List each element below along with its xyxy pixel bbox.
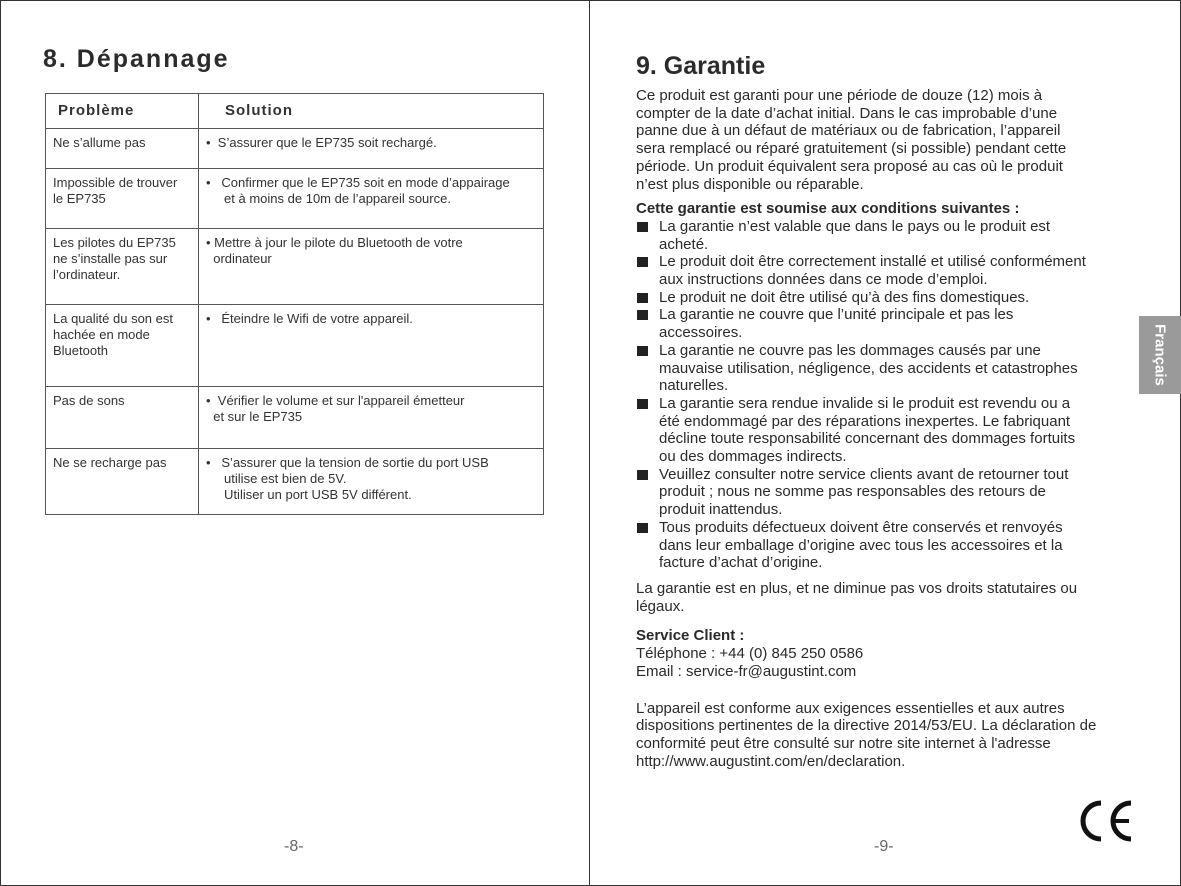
- statutory-rights: [636, 580, 1146, 615]
- service-email: Email : service-fr@augustint.com: [636, 662, 857, 680]
- square-bullet-icon: [637, 470, 648, 480]
- ce-mark-icon: [1074, 798, 1136, 844]
- condition-item: [636, 253, 1146, 288]
- intro-line: Ce produit est garanti pour une période de douze (12) mois à: [636, 87, 1043, 104]
- conformity-line: conformité peut être consulté sur notre site internet à l'adresse: [636, 734, 1051, 752]
- condition-line: facture d’achat d’origine.: [659, 554, 823, 572]
- condition-line: mauvaise utilisation, négligence, des accidents et catastrophes: [659, 359, 1078, 377]
- solution-line: • S’assurer que le EP735 soit rechargé.: [206, 135, 437, 150]
- condition-line: accessoires.: [659, 324, 743, 342]
- condition-line: Tous produits défectueux doivent être conservés et renvoyés: [659, 518, 1063, 536]
- solution-line: • Vérifier le volume et sur l'appareil émetteur: [206, 393, 465, 408]
- problem-cell: [46, 449, 199, 515]
- condition-item: [636, 395, 1146, 466]
- condition-line: naturelles.: [659, 377, 729, 395]
- statutory-line: La garantie est en plus, et ne diminue pas vos droits statutaires ou: [636, 579, 1078, 597]
- condition-line: La garantie ne couvre pas les dommages causés par une: [659, 341, 1041, 359]
- warranty-title: 9. Garantie: [636, 52, 766, 80]
- warranty-intro: [636, 87, 1146, 193]
- condition-item: [636, 519, 1146, 572]
- problem-column-header: Problème: [46, 94, 199, 129]
- square-bullet-icon: [637, 222, 648, 232]
- table-row: [46, 229, 544, 305]
- solution-cell: [199, 387, 544, 449]
- customer-service: [636, 627, 1146, 680]
- language-tab: [1139, 316, 1181, 394]
- solution-cell: [199, 449, 544, 515]
- condition-line: ou des dommages indirects.: [659, 448, 847, 466]
- condition-line: La garantie sera rendue invalide si le produit est revendu ou a: [659, 394, 1071, 412]
- square-bullet-icon: [637, 346, 648, 356]
- condition-line: acheté.: [659, 235, 709, 253]
- square-bullet-icon: [637, 293, 648, 303]
- conditions-list: [636, 218, 1146, 572]
- intro-line: compter de la date d’achat initial. Dans le cas improbable d’une: [636, 104, 1058, 122]
- condition-line: Veuillez consulter notre service clients avant de retourner tout: [659, 465, 1069, 483]
- solution-line: et sur le EP735: [206, 409, 303, 424]
- condition-line: été endommagé par des réparations inexpertes. Le fabriquant: [659, 412, 1071, 430]
- table-header-row: [46, 94, 544, 129]
- problem-line: Ne s’allume pas: [53, 135, 146, 150]
- condition-line: Le produit doit être correctement installé et utilisé conformément: [659, 253, 1086, 271]
- condition-line: La garantie n’est valable que dans le pays ou le produit est: [659, 217, 1051, 235]
- language-tab-label: Français: [1151, 324, 1169, 386]
- statutory-line: légaux.: [636, 597, 685, 615]
- table-row: [46, 449, 544, 515]
- problem-cell: [46, 169, 199, 229]
- service-phone: Téléphone : +44 (0) 845 250 0586: [636, 645, 864, 663]
- condition-item: [636, 342, 1146, 395]
- solution-line: • Éteindre le Wifi de votre appareil.: [206, 311, 413, 326]
- solution-line: ordinateur: [206, 251, 272, 266]
- page-number-left: -8-: [284, 838, 304, 855]
- solution-cell: [199, 169, 544, 229]
- solution-line: et à moins de 10m de l’appareil source.: [206, 191, 451, 206]
- problem-line: Impossible de trouver: [53, 175, 178, 190]
- condition-item: [636, 466, 1146, 519]
- solution-line: • Confirmer que le EP735 soit en mode d’appairage: [206, 175, 510, 190]
- condition-line: produit inattendus.: [659, 501, 783, 519]
- problem-line: hachée en mode: [53, 327, 150, 342]
- table-row: [46, 387, 544, 449]
- conformity-line: L’appareil est conforme aux exigences essentielles et aux autres: [636, 699, 1065, 717]
- troubleshooting-rows: [46, 129, 544, 515]
- service-title: Service Client :: [636, 627, 745, 645]
- square-bullet-icon: [637, 257, 648, 267]
- problem-line: Bluetooth: [53, 343, 108, 358]
- page-number-right: -9-: [874, 838, 894, 855]
- condition-line: produit ; nous ne somme pas responsables des retours de: [659, 483, 1046, 501]
- problem-line: le EP735: [53, 191, 106, 206]
- intro-line: panne due à un défaut de matériaux ou de fabrication, l’appareil: [636, 122, 1061, 140]
- left-page: [0, 0, 590, 886]
- solution-cell: [199, 305, 544, 387]
- problem-line: ne s’installe pas sur: [53, 251, 168, 266]
- table-row: [46, 129, 544, 169]
- solution-column-header: Solution: [199, 94, 544, 129]
- conditions-title: Cette garantie est soumise aux conditions suivantes :: [636, 200, 1020, 218]
- condition-line: aux instructions données dans ce mode d’emploi.: [659, 271, 988, 289]
- condition-item: [636, 218, 1146, 253]
- condition-line: dans leur emballage d’origine avec tous les accessoires et la: [659, 536, 1063, 554]
- troubleshooting-title: 8. Dépannage: [43, 45, 230, 73]
- troubleshooting-table: [45, 93, 544, 515]
- intro-line: période. Un produit équivalent sera proposé au cas où le produit: [636, 157, 1063, 175]
- intro-line: n’est plus disponible ou réparable.: [636, 175, 864, 193]
- problem-line: l’ordinateur.: [53, 267, 121, 282]
- problem-line: Pas de sons: [53, 393, 125, 408]
- problem-line: Ne se recharge pas: [53, 455, 167, 470]
- table-row: [46, 169, 544, 229]
- problem-cell: [46, 229, 199, 305]
- solution-line: • Mettre à jour le pilote du Bluetooth de votre: [206, 235, 463, 250]
- condition-line: décline toute responsabilité concernant des dommages fortuits: [659, 430, 1076, 448]
- solution-line: utilise est bien de 5V.: [206, 471, 347, 486]
- condition-line: La garantie ne couvre que l’unité principale et pas les: [659, 306, 1014, 324]
- square-bullet-icon: [637, 399, 648, 409]
- problem-cell: [46, 305, 199, 387]
- condition-line: Le produit ne doit être utilisé qu’à des fins domestiques.: [659, 288, 1030, 306]
- problem-line: Les pilotes du EP735: [53, 235, 176, 250]
- square-bullet-icon: [637, 310, 648, 320]
- intro-line: sera remplacé ou réparé gratuitement (si possible) pendant cette: [636, 140, 1067, 158]
- condition-item: [636, 306, 1146, 341]
- right-page: [590, 0, 1181, 886]
- solution-cell: [199, 229, 544, 305]
- square-bullet-icon: [637, 523, 648, 533]
- conformity-statement: [636, 700, 1146, 771]
- problem-line: La qualité du son est: [53, 311, 173, 326]
- solution-line: Utiliser un port USB 5V différent.: [206, 487, 412, 502]
- solution-cell: [199, 129, 544, 169]
- problem-cell: [46, 387, 199, 449]
- solution-line: • S’assurer que la tension de sortie du port USB: [206, 455, 489, 470]
- condition-item: [636, 289, 1146, 307]
- conformity-line: http://www.augustint.com/en/declaration.: [636, 752, 906, 770]
- conformity-line: dispositions pertinentes de la directive 2014/53/EU. La déclaration de: [636, 717, 1097, 735]
- warranty-body: [636, 87, 1146, 770]
- table-row: [46, 305, 544, 387]
- problem-cell: [46, 129, 199, 169]
